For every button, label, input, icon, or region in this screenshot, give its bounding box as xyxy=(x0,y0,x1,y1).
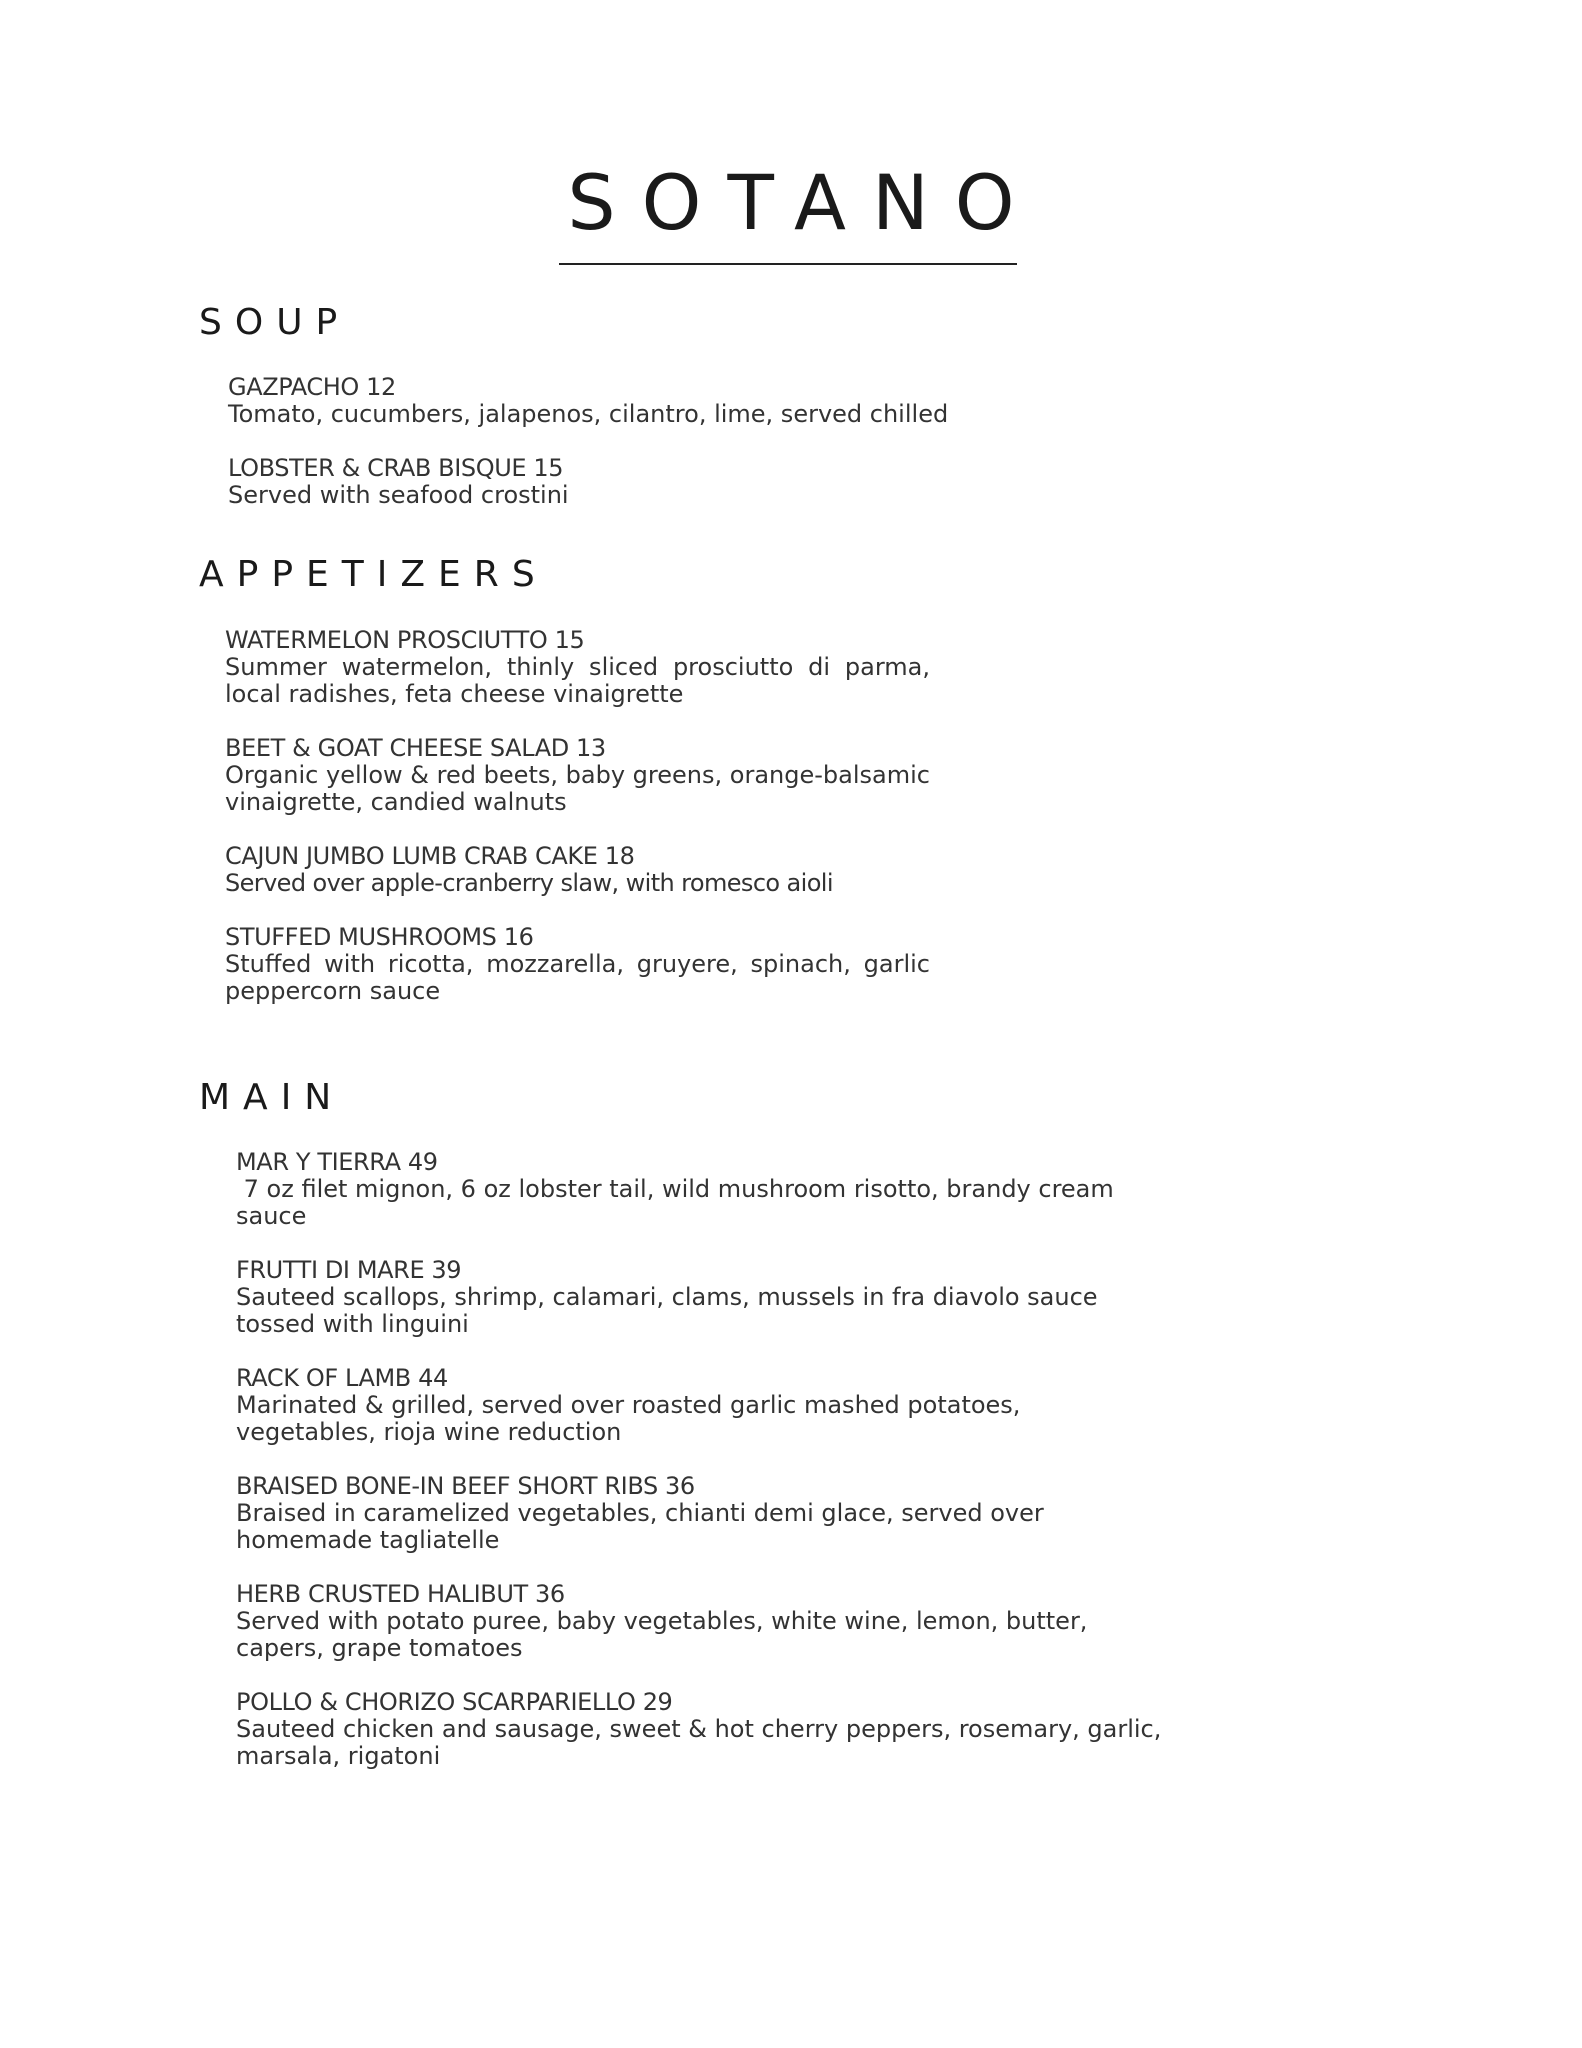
title-divider xyxy=(559,263,1017,265)
menu-item-description: Stuffed with ricotta, mozzarella, gruyere, spinach, garlic peppercorn sauce xyxy=(225,950,930,1005)
menu-item-rack-of-lamb xyxy=(236,1365,1196,1446)
menu-item-name: POLLO & CHORIZO SCARPARIELLO 29 xyxy=(236,1688,673,1716)
menu-item-description: Sauteed chicken and sausage, sweet & hot cherry peppers, rosemary, garlic, marsala, rigatoni xyxy=(236,1715,1162,1770)
menu-item-name: BRAISED BONE-IN BEEF SHORT RIBS 36 xyxy=(236,1472,695,1500)
menu-item-description: 7 oz filet mignon, 6 oz lobster tail, wild mushroom risotto, brandy cream sauce xyxy=(236,1175,1122,1230)
menu-item-name: LOBSTER & CRAB BISQUE 15 xyxy=(228,454,564,482)
section-heading-main: MAIN xyxy=(199,1077,345,1118)
menu-item-description: Served with seafood crostini xyxy=(228,481,569,509)
menu-item-mar-y-tierra xyxy=(236,1149,1196,1230)
menu-item-name: GAZPACHO 12 xyxy=(228,373,396,401)
menu-item-frutti-di-mare xyxy=(236,1257,1196,1338)
menu-item-name: RACK OF LAMB 44 xyxy=(236,1364,448,1392)
menu-item-description: Summer watermelon, thinly sliced prosciutto di parma, local radishes, feta cheese vinaigrette xyxy=(225,653,930,708)
menu-item-name: MAR Y TIERRA 49 xyxy=(236,1148,438,1176)
menu-item-description: Served with potato puree, baby vegetables, white wine, lemon, butter, capers, grape tomatoes xyxy=(236,1607,1088,1662)
menu-item-lobster-crab-bisque xyxy=(228,455,1188,509)
menu-item-description: Tomato, cucumbers, jalapenos, cilantro, lime, served chilled xyxy=(228,400,949,428)
section-heading-soup: SOUP xyxy=(199,302,351,343)
menu-item-description: Marinated & grilled, served over roasted garlic mashed potatoes, vegetables, rioja wine reduction xyxy=(236,1391,1021,1446)
menu-item-braised-short-ribs xyxy=(236,1473,1196,1554)
menu-item-description: Organic yellow & red beets, baby greens, orange-balsamic vinaigrette, candied walnuts xyxy=(225,761,930,816)
menu-item-name: HERB CRUSTED HALIBUT 36 xyxy=(236,1580,565,1608)
section-heading-appetizers: APPETIZERS xyxy=(199,554,548,595)
menu-item-description: Braised in caramelized vegetables, chianti demi glace, served over homemade tagliatelle xyxy=(236,1499,1044,1554)
menu-item-description: Served over apple-cranberry slaw, with romesco aioli xyxy=(225,869,833,897)
menu-item-name: BEET & GOAT CHEESE SALAD 13 xyxy=(225,734,606,762)
menu-item-herb-crusted-halibut xyxy=(236,1581,1196,1662)
restaurant-title: SOTANO xyxy=(567,158,1041,247)
menu-item-gazpacho xyxy=(228,374,1188,428)
menu-item-cajun-crab-cake xyxy=(225,843,930,897)
menu-item-beet-goat-cheese-salad xyxy=(225,735,930,816)
menu-item-name: WATERMELON PROSCIUTTO 15 xyxy=(225,626,585,654)
menu-item-watermelon-prosciutto xyxy=(225,627,930,708)
menu-item-stuffed-mushrooms xyxy=(225,924,930,1005)
menu-item-name: STUFFED MUSHROOMS 16 xyxy=(225,923,534,951)
menu-item-pollo-chorizo xyxy=(236,1689,1196,1770)
menu-item-name: CAJUN JUMBO LUMB CRAB CAKE 18 xyxy=(225,842,635,870)
menu-item-description: Sauteed scallops, shrimp, calamari, clams, mussels in fra diavolo sauce tossed with linguini xyxy=(236,1283,1098,1338)
menu-item-name: FRUTTI DI MARE 39 xyxy=(236,1256,462,1284)
